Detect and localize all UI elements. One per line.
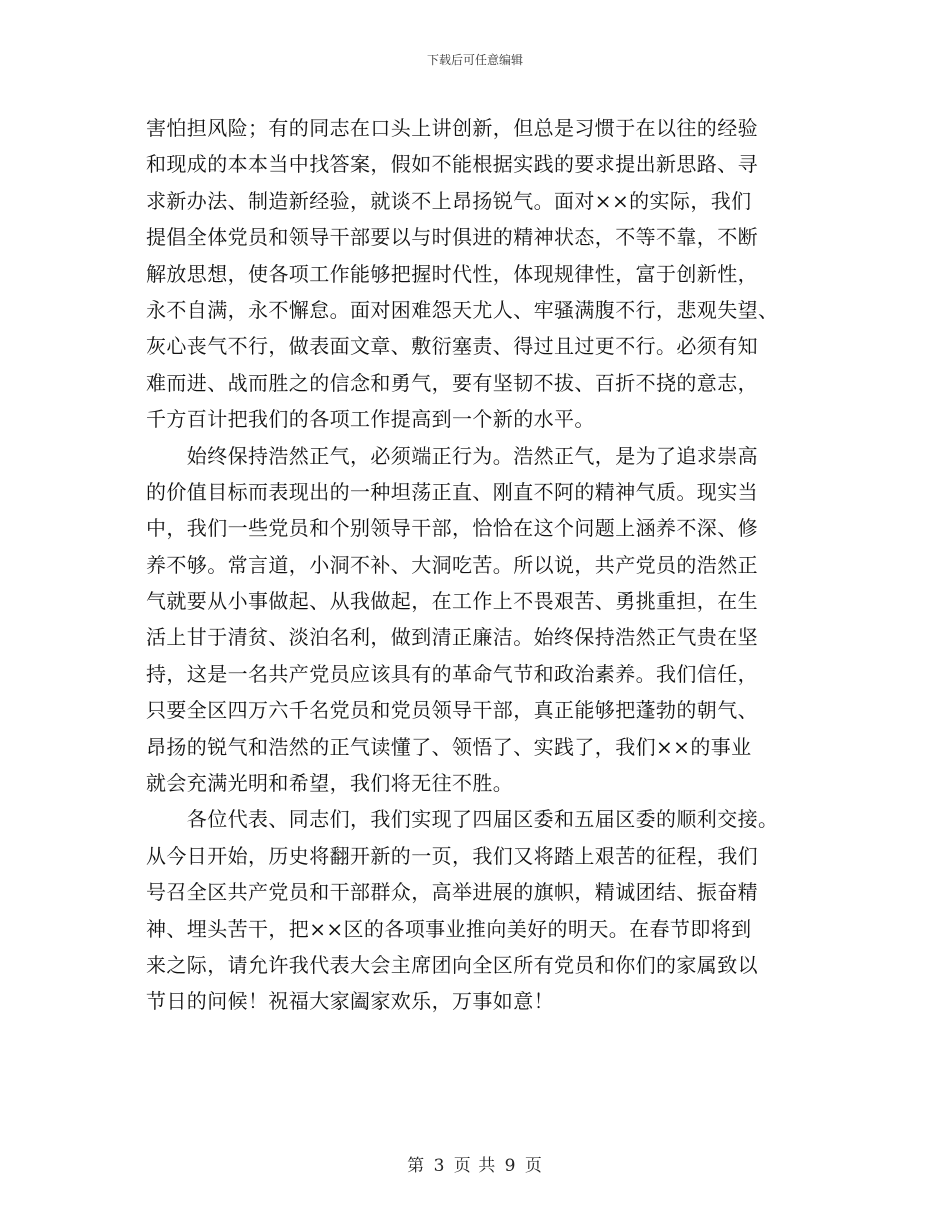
text-line: 只要全区四万六千名党员和党员领导干部，真正能够把蓬勃的朝气、 [146,698,758,723]
text-line: 节日的问候！祝福大家阖家欢乐，万事如意！ [146,989,554,1014]
text-line: 难而进、战而胜之的信念和勇气，要有坚韧不拔、百折不挠的意志， [146,370,758,395]
text-line: 各位代表、同志们，我们实现了四届区委和五届区委的顺利交接。 [146,807,779,832]
text-line: 就会充满光明和希望，我们将无往不胜。 [146,771,514,796]
text-line: 持，这是一名共产党员应该具有的革命气节和政治素养。我们信任， [146,661,758,686]
total-pages-number: 9 [504,1156,517,1176]
text-line: 求新办法、制造新经验，就谈不上昂扬锐气。面对××的实际，我们 [146,188,752,213]
text-line: 的价值目标而表现出的一种坦荡正直、刚直不阿的精神气质。现实当 [146,479,758,504]
text-line: 从今日开始，历史将翻开新的一页，我们又将踏上艰苦的征程，我们 [146,843,758,868]
footer-middle: 页 共 [453,1156,497,1176]
text-line: 活上甘于清贫、淡泊名利，做到清正廉洁。始终保持浩然正气贵在坚 [146,625,758,650]
footer-suffix: 页 [524,1156,543,1176]
text-line: 气就要从小事做起、从我做起，在工作上不畏艰苦、勇挑重担，在生 [146,589,758,614]
page-footer [0,1156,950,1176]
page-header: 下载后可任意编辑 [426,53,523,67]
current-page-number: 3 [433,1156,446,1176]
text-line: 灰心丧气不行，做表面文章、敷衍塞责、得过且过更不行。必须有知 [146,334,758,359]
text-line: 始终保持浩然正气，必须端正行为。浩然正气，是为了追求崇高 [146,443,758,468]
text-line: 解放思想，使各项工作能够把握时代性，体现规律性，富于创新性， [146,261,758,286]
text-line: 千方百计把我们的各项工作提高到一个新的水平。 [146,407,595,432]
text-line: 养不够。常言道，小洞不补、大洞吃苦。所以说，共产党员的浩然正 [146,552,758,577]
text-line: 中，我们一些党员和个别领导干部，恰恰在这个问题上涵养不深、修 [146,516,758,541]
text-line: 永不自满，永不懈怠。面对困难怨天尤人、牢骚满腹不行，悲观失望、 [146,297,779,322]
text-line: 号召全区共产党员和干部群众，高举进展的旗帜，精诚团结、振奋精 [146,880,758,905]
text-line: 提倡全体党员和领导干部要以与时俱进的精神状态，不等不靠，不断 [146,225,758,250]
text-line: 来之际，请允许我代表大会主席团向全区所有党员和你们的家属致以 [146,952,758,977]
footer-prefix: 第 [407,1156,426,1176]
text-line: 害怕担风险；有的同志在口头上讲创新，但总是习惯于在以往的经验 [146,116,758,140]
text-line: 神、埋头苦干，把××区的各项事业推向美好的明天。在春节即将到 [146,916,752,941]
text-line: 和现成的本本当中找答案，假如不能根据实践的要求提出新思路、寻 [146,152,758,177]
document-body [146,110,806,1020]
text-line: 昂扬的锐气和浩然的正气读懂了、领悟了、实践了，我们××的事业 [146,734,752,759]
